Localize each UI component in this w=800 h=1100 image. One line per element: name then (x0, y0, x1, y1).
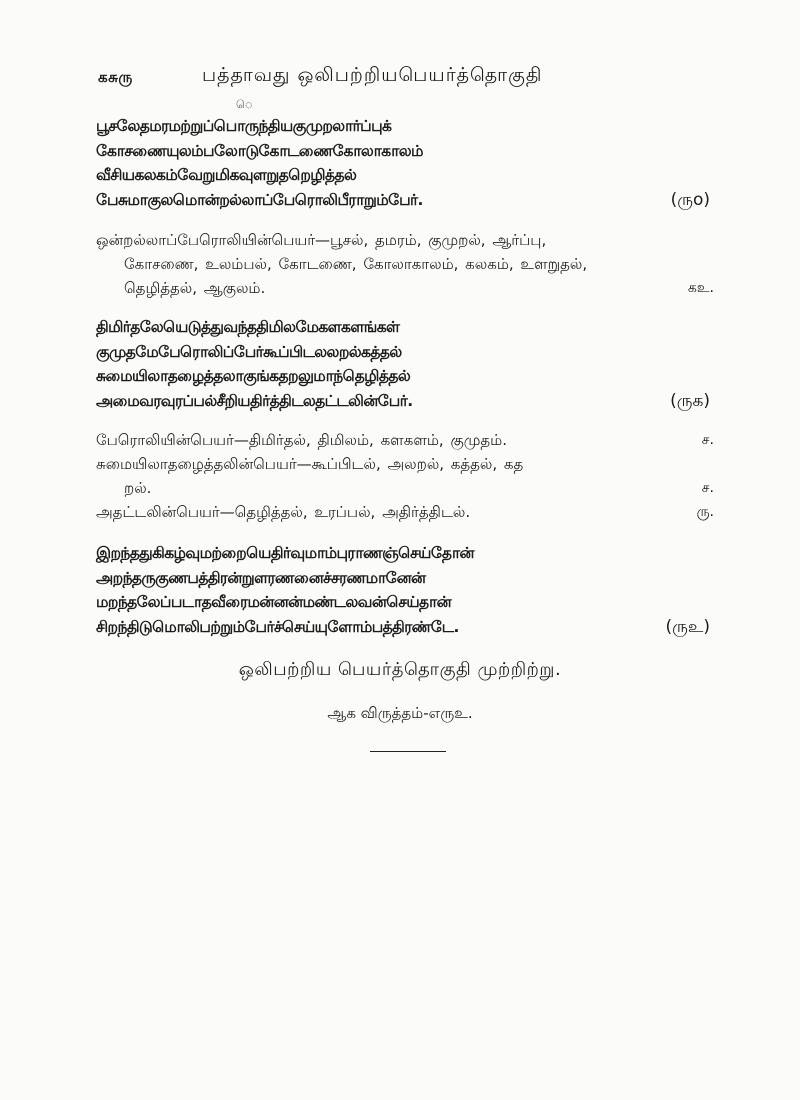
gloss-line: பேரொலியின்பெயர்—திமிர்தல், திமிலம், களகளம், குமுதம். (96, 431, 507, 449)
gloss-entry (96, 500, 718, 524)
gloss-line: றல். (124, 479, 152, 497)
verse-number: (ருக) (670, 391, 710, 412)
gloss-number: கஉ. (687, 280, 714, 296)
verse-number: (ருo) (670, 190, 710, 211)
gloss-number: ச. (701, 432, 714, 448)
verse-line: பேசுமாகுலமொன்றல்லாப்பேரொலிபீராறும்பேர். (ருo) (96, 188, 718, 213)
gloss-line: சுமையிலாதழைத்தலின்பெயர்—கூப்பிடல், அலறல், கத்தல், கத (96, 455, 524, 473)
gloss-block (96, 428, 718, 524)
closing-rule (370, 751, 446, 752)
page-header (98, 64, 718, 94)
verse-block (96, 541, 718, 640)
verse-line: இறந்ததுகிகழ்வுமற்றையெதிர்வுமாம்புராணஞ்செய்தோன் (96, 544, 474, 562)
gloss-line: ஒன்றல்லாப்பேரொலியின்பெயர்—பூசல், தமரம், குமுறல், ஆர்ப்பு, (96, 231, 547, 249)
section-colophon: ஒலிபற்றிய பெயர்த்தொகுதி முற்றிற்று. (238, 659, 562, 680)
verse-line: சுமையிலாதழைத்தலாகுங்கதறலுமாந்தெழித்தல் (96, 367, 411, 386)
gloss-line: கோசணை, உலம்பல், கோடணை, கோலாகாலம், கலகம், உளறுதல், (124, 255, 588, 273)
page-number: கசுரு (98, 68, 133, 86)
gloss-entry (96, 452, 718, 500)
verse-line: சிறந்திடுமொலிபற்றும்பேர்ச்செய்யுளோம்பத்திரண்டே. (ருஉ) (96, 615, 718, 640)
gloss-block (96, 228, 718, 300)
verse-line: அறந்தருகுணபத்திரன்றுளரணனைச்சரணமானேன் (96, 568, 426, 587)
gloss-number: ச. (701, 480, 714, 496)
verse-line: மறந்தலேப்படாதவீரைமன்னன்மண்டலவன்செய்தான் (96, 593, 452, 612)
gloss-line: அதட்டலின்பெயர்—தெழித்தல், உரப்பல், அதிர்த்திடல். (96, 503, 471, 521)
verse-line: திமிர்தலேயெடுத்துவந்ததிமிலமேகளகளங்கள் (96, 318, 400, 336)
verse-line: கோசணையுலம்பலோடுகோடணைகோலாகாலம் (96, 141, 423, 160)
header-mark: ெ (236, 98, 253, 111)
verse-line: வீசியகலகம்வேறுமிகவுளறுதறெழித்தல் (96, 166, 357, 185)
verse-number: (ருஉ) (665, 617, 710, 638)
gloss-entry (96, 228, 718, 300)
gloss-entry (96, 428, 718, 452)
verse-line: குமுதமேபேரொலிப்பேர்கூப்பிடலலறல்கத்தல் (96, 342, 402, 361)
verse-block (96, 315, 718, 414)
verse-line: பூசலேதமரமற்றுப்பொருந்தியகுமுறலார்ப்புக் (96, 117, 392, 135)
gloss-number: ரு. (696, 504, 714, 520)
verse-total: ஆக விருத்தம்-எருஉ. (327, 704, 473, 722)
verse-block (96, 114, 718, 213)
gloss-line: தெழித்தல், ஆகுலம். (124, 279, 266, 297)
running-title: பத்தாவது ஒலிபற்றியபெயர்த்தொகுதி (202, 64, 543, 86)
verse-line: அமைவரவுரப்பல்சீறியதிர்த்திடலதட்டலின்பேர். (ருக) (96, 389, 718, 414)
